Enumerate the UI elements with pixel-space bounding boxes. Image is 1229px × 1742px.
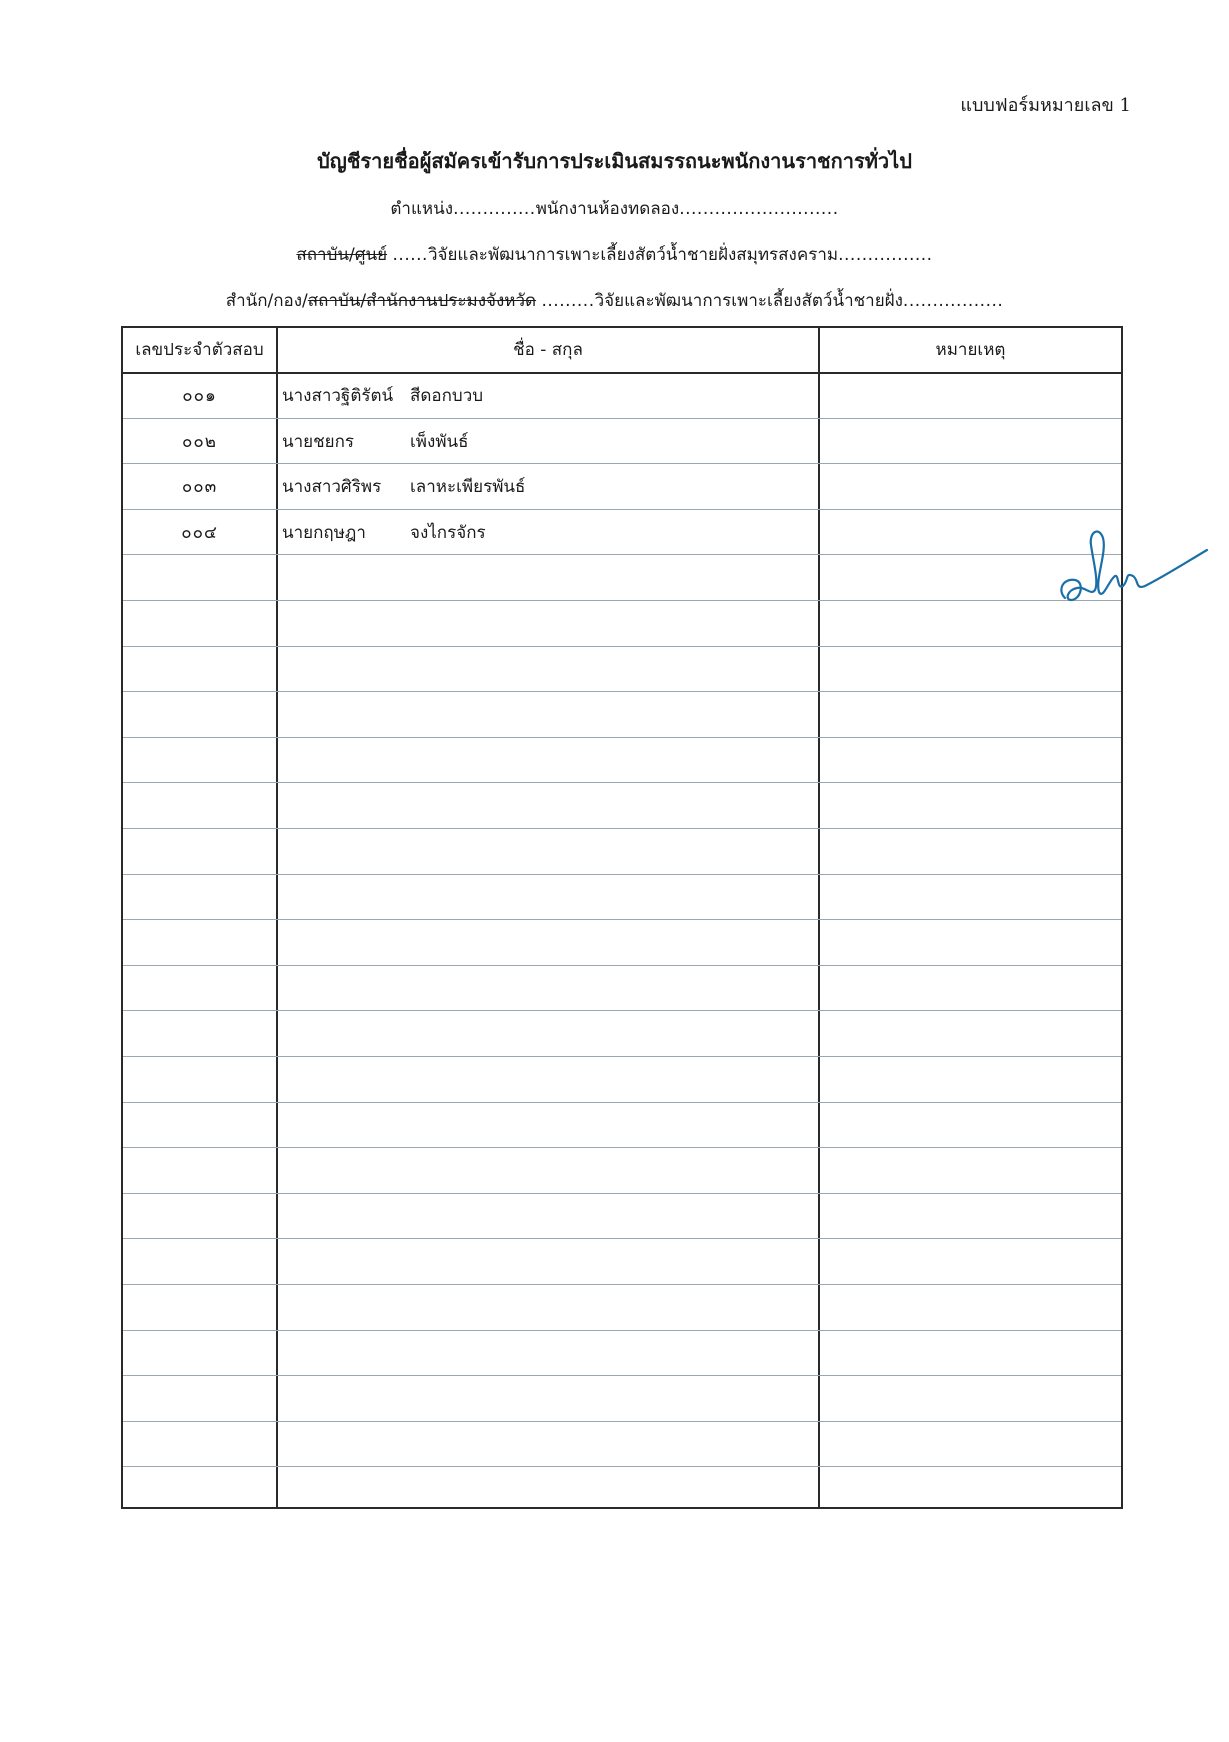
ruled-line [123, 828, 1121, 829]
name-cell [282, 473, 525, 500]
table-header-row [123, 328, 1121, 374]
ruled-line [123, 1330, 1121, 1331]
name-cell [282, 428, 469, 455]
first-name: นางสาวฐิติรัตน์ [282, 386, 394, 406]
name-cell [282, 519, 486, 546]
office-label: สำนัก/กอง/ [225, 291, 308, 311]
office-dots-after: ................. [902, 291, 1004, 311]
candidate-table [121, 326, 1123, 1509]
last-name: สีดอกบวบ [410, 386, 484, 406]
name-cell [282, 382, 483, 409]
last-name: เลาหะเพียรพันธ์ [410, 477, 526, 498]
position-value: พนักงานห้องทดลอง [535, 199, 680, 219]
office-label-struck: สถาบัน/สำนักงานประมงจังหวัด [307, 291, 537, 311]
ruled-line [123, 691, 1121, 692]
first-name: นายกฤษฎา [282, 522, 366, 543]
institute-value: วิจัยและพัฒนาการเพาะเลี้ยงสัตว์น้ำชายฝั่งสมุทรสงคราม [427, 245, 839, 265]
ruled-line [123, 1147, 1121, 1148]
office-line [0, 287, 1229, 314]
ruled-line [123, 737, 1121, 738]
exam-id-cell: ๐๐๓ [181, 477, 218, 498]
header-name: ชื่อ - สกุล [513, 340, 583, 360]
ruled-line [123, 965, 1121, 966]
first-name: นางสาวศิริพร [282, 477, 382, 498]
office-dots-before: ......... [541, 291, 595, 311]
institute-line [0, 241, 1229, 268]
signature-icon [1055, 520, 1215, 620]
office-value: วิจัยและพัฒนาการเพาะเลี้ยงสัตว์น้ำชายฝั่ง [594, 291, 903, 311]
table-row [123, 509, 1121, 555]
header-remark: หมายเหตุ [935, 340, 1006, 360]
institute-dots-before: ...... [392, 245, 428, 265]
table-row [123, 372, 1121, 418]
last-name: จงไกรจักร [410, 522, 486, 543]
position-dots-before: .............. [453, 199, 536, 219]
document-title: บัญชีรายชื่อผู้สมัครเข้ารับการประเมินสมรรถนะพนักงานราชการทั่วไป [317, 149, 912, 173]
header-exam-id: เลขประจำตัวสอบ [135, 340, 264, 360]
position-dots-after: ........................... [679, 199, 839, 219]
first-name: นายชยกร [282, 431, 355, 452]
institute-dots-after: ................ [838, 245, 933, 265]
ruled-line [123, 1284, 1121, 1285]
ruled-line [123, 1010, 1121, 1011]
ruled-line [123, 1375, 1121, 1376]
ruled-line [123, 600, 1121, 601]
ruled-line [123, 646, 1121, 647]
exam-id-cell: ๐๐๑ [182, 386, 217, 406]
ruled-line [123, 919, 1121, 920]
ruled-line [123, 1421, 1121, 1422]
ruled-line [123, 1466, 1121, 1467]
ruled-line [123, 1238, 1121, 1239]
exam-id-cell: ๐๐๒ [182, 431, 217, 452]
exam-id-cell: ๐๐๔ [181, 522, 218, 543]
form-number: แบบฟอร์มหมายเลข 1 [960, 95, 1131, 116]
position-line [0, 195, 1229, 222]
table-row [123, 463, 1121, 509]
ruled-line [123, 874, 1121, 875]
ruled-line [123, 1056, 1121, 1057]
ruled-line [123, 1193, 1121, 1194]
ruled-line [123, 1102, 1121, 1103]
last-name: เพ็งพันธ์ [410, 431, 469, 452]
institute-label: สถาบัน/ศูนย์ [296, 245, 388, 265]
ruled-line [123, 782, 1121, 783]
position-label: ตำแหน่ง [390, 199, 454, 219]
table-row [123, 418, 1121, 464]
